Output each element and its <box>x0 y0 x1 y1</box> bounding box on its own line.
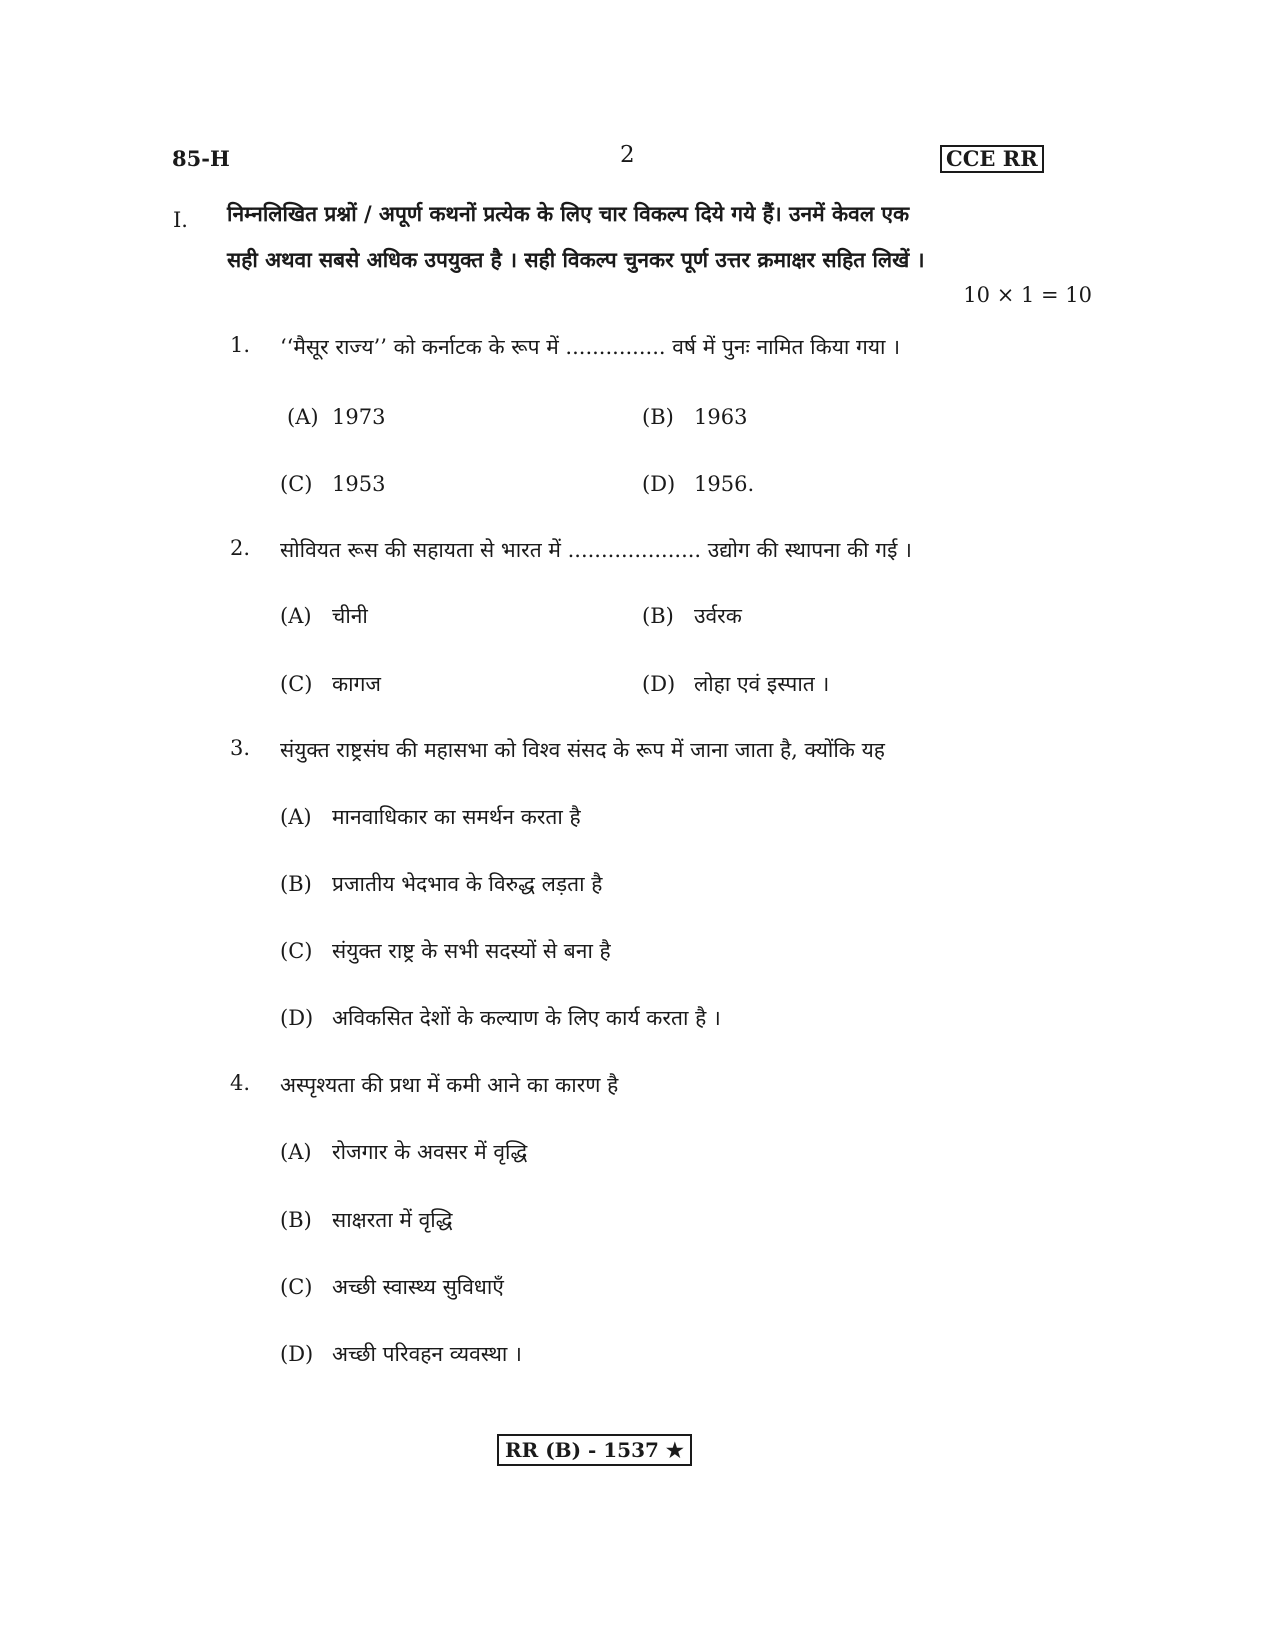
option-text: अच्छी स्वास्थ्य सुविधाएँ <box>332 1275 504 1299</box>
question-2-text: सोवियत रूस की सहायता से भारत में .................... उद्योग की स्थापना की गई । <box>280 538 913 562</box>
option-letter: (D) <box>280 1006 314 1030</box>
option-text: उर्वरक <box>694 604 742 628</box>
option-letter: (A) <box>280 805 312 829</box>
page-number: 2 <box>620 142 635 168</box>
question-2-option-d <box>642 670 829 698</box>
cce-rr-badge: CCE RR <box>940 145 1044 173</box>
option-text: 1956. <box>694 472 755 496</box>
option-text: 1953 <box>332 472 386 496</box>
option-text: चीनी <box>332 604 368 628</box>
footer-code: RR (B) - 1537 ★ <box>497 1434 692 1466</box>
question-4-number: 4. <box>230 1071 251 1095</box>
option-letter: (D) <box>642 472 676 496</box>
question-3-option-d <box>280 1004 721 1032</box>
question-1-number: 1. <box>230 333 251 357</box>
section-number: I. <box>173 208 188 232</box>
option-text: कागज <box>332 672 381 696</box>
question-3-text: संयुक्त राष्ट्रसंघ की महासभा को विश्व संसद के रूप में जाना जाता है, क्योंकि यह <box>280 738 885 762</box>
option-letter: (D) <box>642 672 676 696</box>
option-text: अच्छी परिवहन व्यवस्था । <box>332 1342 522 1366</box>
question-1-option-b <box>642 405 747 429</box>
option-text: साक्षरता में वृद्धि <box>332 1208 453 1232</box>
option-letter: (C) <box>280 672 313 696</box>
question-2-number: 2. <box>230 536 251 560</box>
question-1-option-a <box>287 405 385 429</box>
question-1-option-c <box>280 472 385 496</box>
question-2-option-c <box>280 670 381 698</box>
question-4-text: अस्पृश्यता की प्रथा में कमी आने का कारण है <box>280 1073 619 1097</box>
option-letter: (A) <box>280 1140 312 1164</box>
question-2-option-b <box>642 602 742 630</box>
instruction-line-2: सही अथवा सबसे अधिक उपयुक्त है । सही विकल्प चुनकर पूर्ण उत्तर क्रमाक्षर सहित लिखें । <box>227 247 925 272</box>
instruction-line-1: निम्नलिखित प्रश्नों / अपूर्ण कथनों प्रत्येक के लिए चार विकल्प दिये गये हैं। उनमें केवल एक <box>227 201 910 226</box>
question-3-number: 3. <box>230 736 251 760</box>
option-letter: (A) <box>280 604 312 628</box>
option-text: अविकसित देशों के कल्याण के लिए कार्य करता है । <box>332 1006 721 1030</box>
option-letter: (B) <box>280 872 312 896</box>
question-3-option-c <box>280 937 611 965</box>
option-letter: (B) <box>642 604 674 628</box>
question-1-text: ‘‘मैसूर राज्य’’ को कर्नाटक के रूप में ............... वर्ष में पुनः नामित किया गया । <box>280 335 901 359</box>
question-4-option-b <box>280 1206 453 1234</box>
option-text: 1963 <box>694 405 748 429</box>
option-letter: (B) <box>280 1208 312 1232</box>
question-2-option-a <box>280 602 368 630</box>
option-letter: (C) <box>280 939 313 963</box>
question-4-option-c <box>280 1273 504 1301</box>
option-text: प्रजातीय भेदभाव के विरुद्ध लड़ता है <box>332 872 603 896</box>
paper-code: 85-H <box>172 146 230 171</box>
question-1-option-d <box>642 472 754 496</box>
option-letter: (C) <box>280 1275 313 1299</box>
option-letter: (B) <box>642 405 674 429</box>
option-letter: (D) <box>280 1342 314 1366</box>
option-text: संयुक्त राष्ट्र के सभी सदस्यों से बना है <box>332 939 611 963</box>
question-4-option-d <box>280 1340 522 1368</box>
option-text: रोजगार के अवसर में वृद्धि <box>332 1140 528 1164</box>
question-4-option-a <box>280 1138 527 1166</box>
option-text: लोहा एवं इस्पात । <box>694 672 830 696</box>
option-text: 1973 <box>332 405 386 429</box>
question-3-option-b <box>280 870 602 898</box>
question-3-option-a <box>280 803 581 831</box>
option-letter: (A) <box>287 405 319 429</box>
option-text: मानवाधिकार का समर्थन करता है <box>332 805 581 829</box>
marks-scheme: 10 × 1 = 10 <box>963 283 1092 307</box>
option-letter: (C) <box>280 472 313 496</box>
